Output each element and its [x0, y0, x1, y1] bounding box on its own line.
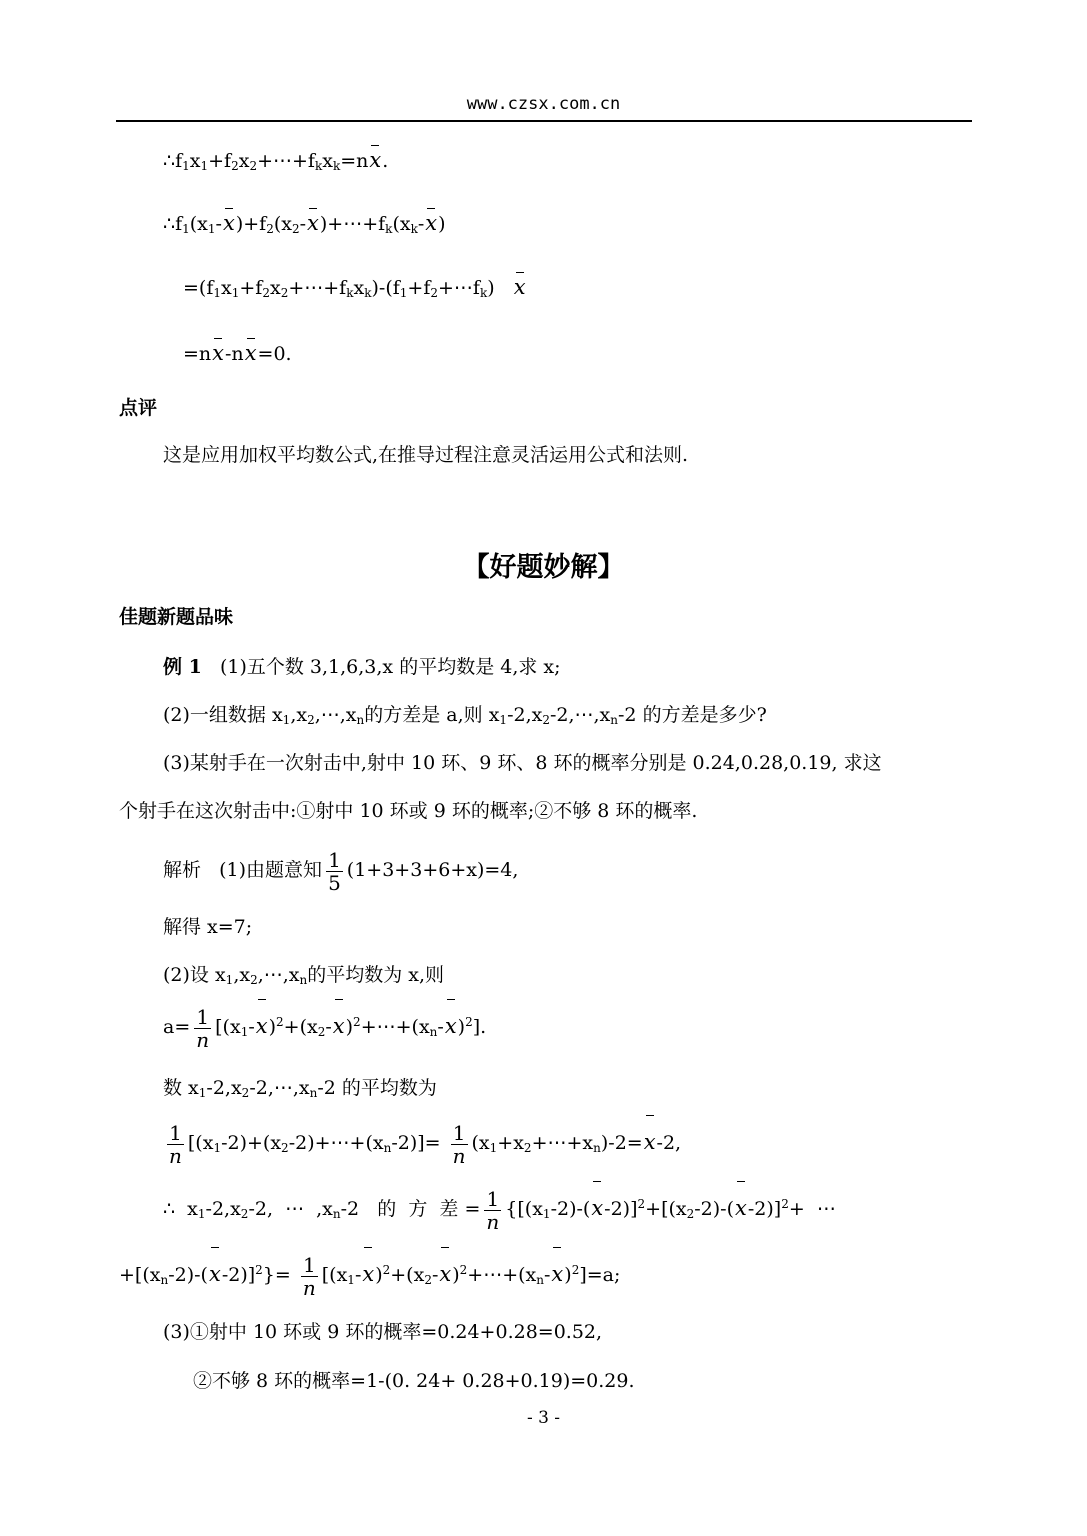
solution-3b: ②不够 8 环的概率=1-(0. 24+ 0.28+0.19)=0.29.	[193, 1370, 635, 1392]
header-rule	[116, 120, 972, 122]
proof-line-2: $\therefore f_1(x_1-x)+f_2(x_2-x)+\cdots+f_k(x_k-x)$	[163, 211, 446, 236]
solution-3a: (3)①射中 10 环或 9 环的概率=0.24+0.28=0.52,	[163, 1321, 603, 1343]
solution-1-pre: (1)由题意知	[219, 859, 323, 881]
proof-line-4: =nx-nx=0.	[183, 341, 292, 365]
solution-2f: $+[(x_n-2)-(x-2)]^2\}=$ $\frac{1}{n}$ $[(x_1-x)^2+(x_2-x)^2+\cdots+(x_n-x)^2]=a$;	[119, 1250, 620, 1299]
review-heading: 点评	[119, 397, 158, 419]
solution-1	[163, 846, 518, 894]
example-label: 例 1	[163, 656, 202, 678]
solution-2c: 数 $x_1-2,x_2-2,\cdots,x_n-2$ 的平均数为	[163, 1077, 437, 1100]
solution-label: 解析	[163, 859, 202, 881]
fraction-one-fifth: $\frac{1}{5}$	[328, 847, 341, 895]
section-title: 【好题妙解】	[462, 552, 625, 583]
solution-1-result: 解得 x=7;	[163, 916, 253, 938]
example-q3a: (3)某射手在一次射击中,射中 10 环、9 环、8 环的概率分别是 0.24,0.28,0.19, 求这	[163, 752, 882, 774]
solution-2a: (2)设 $x_1,x_2,\cdots,x_n$的平均数为 x,则	[163, 964, 445, 987]
example-q2: (2)一组数据 $x_1,x_2,\cdots,x_n$的方差是 a,则 $x_1-2,x_2-2,\cdots,x_n-2$ 的方差是多少?	[163, 704, 767, 727]
review-text: 这是应用加权平均数公式,在推导过程注意灵活运用公式和法则.	[163, 444, 689, 466]
page-number: - 3 -	[526, 1408, 561, 1428]
example-q1	[163, 655, 561, 679]
subsection-title: 佳题新题品味	[119, 606, 234, 628]
example-q3b: 个射手在这次射击中:①射中 10 环或 9 环的概率;②不够 8 环的概率.	[119, 800, 698, 822]
header-site: www.czsx.com.cn	[466, 94, 621, 114]
solution-1-post: (1+3+3+6+x)=4,	[346, 859, 519, 881]
proof-line-3: $=(f_1x_1+f_2x_2+\cdots+f_kx_k)-(f_1+f_2+\cdots f_k)$ x	[183, 275, 526, 300]
solution-2d: $\frac{1}{n}$ $[(x_1-2)+(x_2-2)+\cdots+(x_n-2)]=$ $\frac{1}{n}$ $(x_1+x_2+\cdots+x_n)-2=x-2$,	[163, 1118, 681, 1167]
solution-2b: a= $\frac{1}{n}$ $[(x_1-x)^2+(x_2-x)^2+\cdots+(x_n-x)^2]$.	[163, 1002, 486, 1051]
proof-line-1: $\therefore f_1x_1+f_2x_2+\cdots+f_kx_k=nx$.	[163, 148, 389, 173]
solution-2e: ∴ $x_1-2,x_2-2$, ⋯ $,x_n-2$ 的 方 差 = $\frac{1}{n}$ {$[(x_1-2)-(x-2)]^2+[(x_2-2)-(x-2)]^2+$ ⋯	[163, 1184, 836, 1233]
example-q1-text: (1)五个数 3,1,6,3,x 的平均数是 4,求 x;	[219, 656, 561, 678]
